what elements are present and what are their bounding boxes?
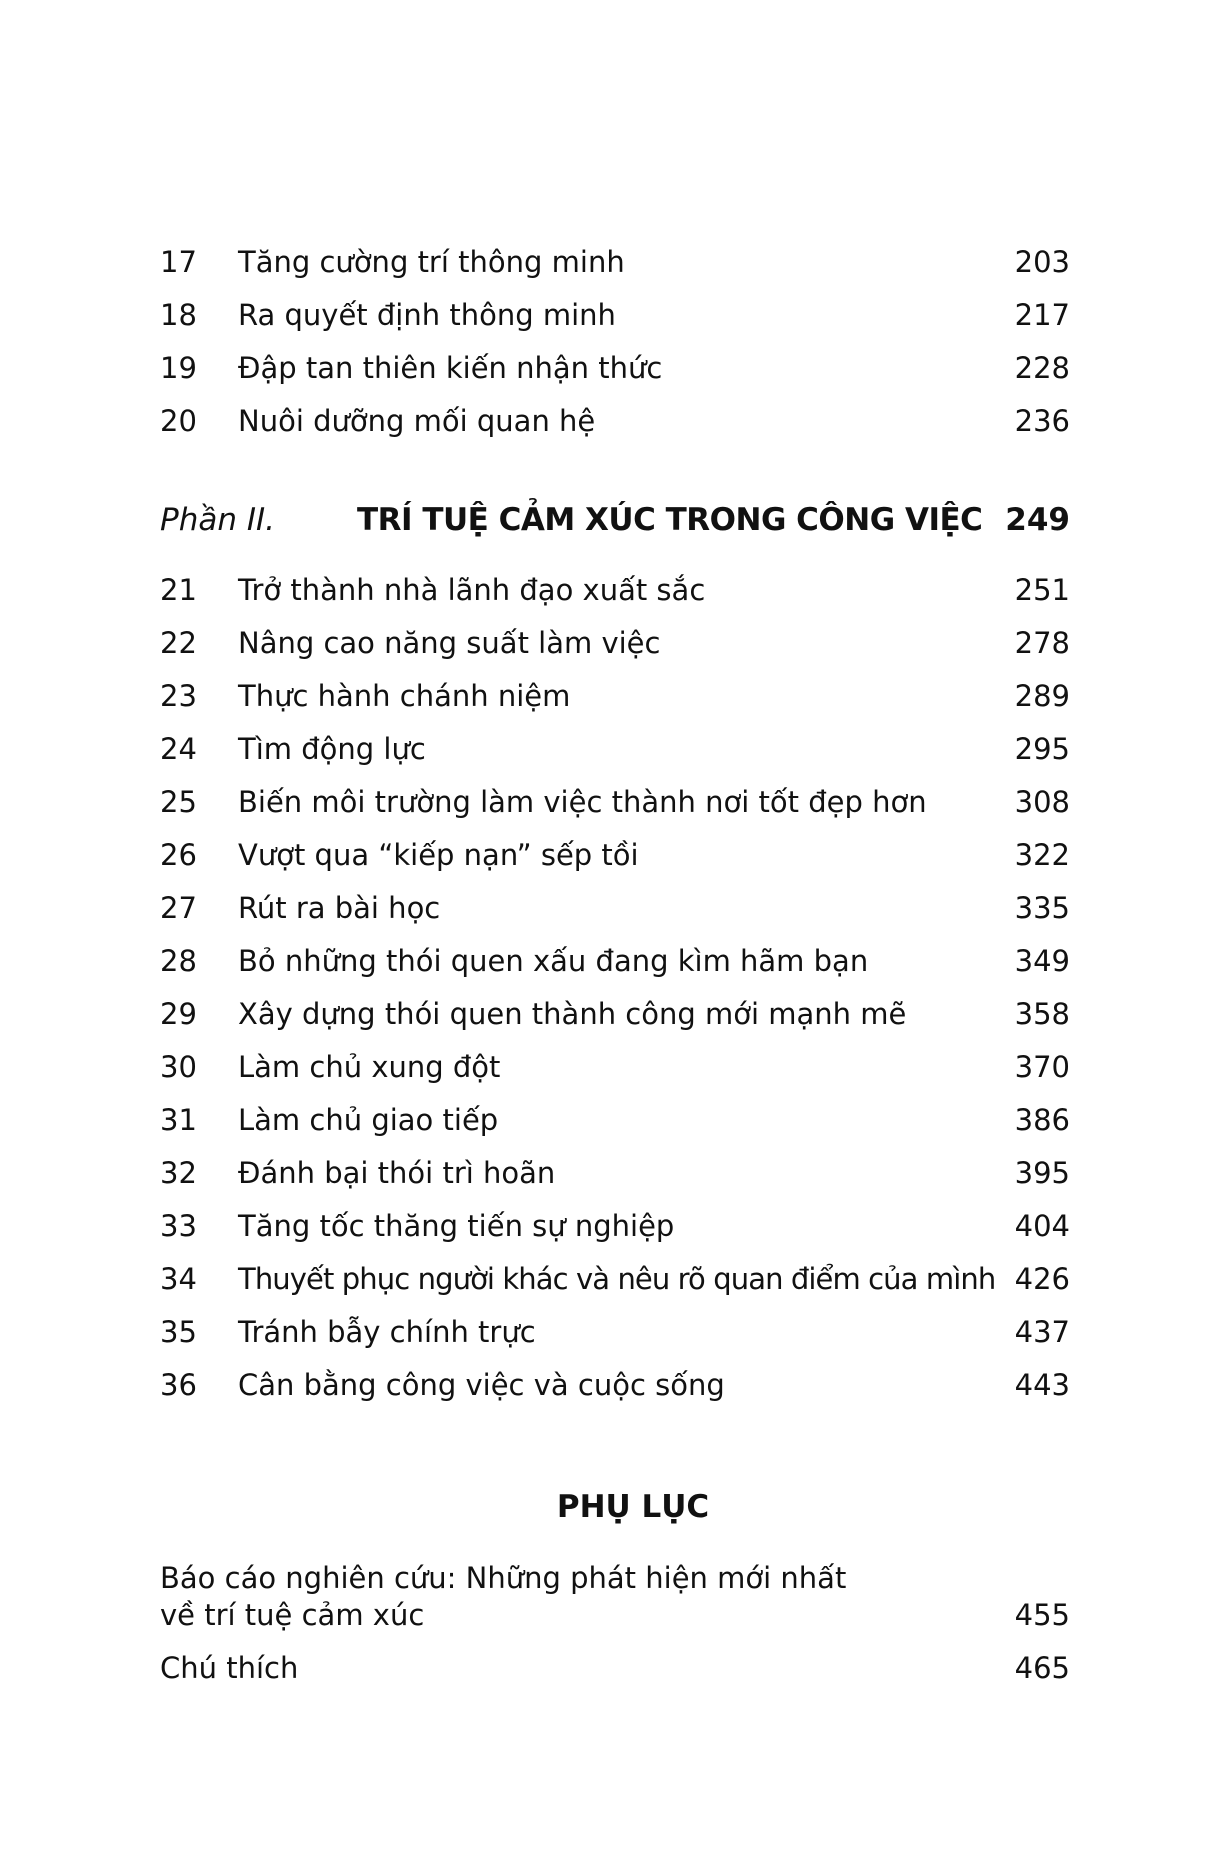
- chapter-title: Thuyết phục người khác và nêu rõ quan điểm của mình: [238, 1262, 996, 1296]
- chapter-title: Cân bằng công việc và cuộc sống: [238, 1368, 725, 1402]
- toc-entry-36: [160, 1359, 1070, 1412]
- chapter-number: 36: [160, 1368, 197, 1402]
- chapter-number: 30: [160, 1050, 197, 1084]
- appendix-title: Chú thích: [160, 1651, 299, 1685]
- toc-entry-19: [160, 342, 1070, 395]
- chapter-title: Thực hành chánh niệm: [238, 679, 571, 713]
- appendix-title-line-2: về trí tuệ cảm xúc: [160, 1598, 425, 1632]
- page-number: 217: [1014, 298, 1070, 332]
- part-title: TRÍ TUỆ CẢM XÚC TRONG CÔNG VIỆC: [357, 502, 983, 538]
- toc-entry-22: [160, 617, 1070, 670]
- chapter-number: 33: [160, 1209, 197, 1243]
- page-number: 370: [1014, 1050, 1070, 1084]
- chapter-number: 26: [160, 838, 197, 872]
- page-number: 203: [1014, 245, 1070, 279]
- toc-entry-24: [160, 723, 1070, 776]
- page-number: 236: [1014, 404, 1070, 438]
- toc-entry-35: [160, 1306, 1070, 1359]
- page-number: 289: [1014, 679, 1070, 713]
- page-number: 308: [1014, 785, 1070, 819]
- toc-entry-26: [160, 829, 1070, 882]
- page-number: 228: [1014, 351, 1070, 385]
- part-label: Phần II.: [160, 502, 275, 538]
- chapter-number: 24: [160, 732, 197, 766]
- page-number: 426: [1014, 1262, 1070, 1296]
- chapter-number: 22: [160, 626, 197, 660]
- chapter-number: 32: [160, 1156, 197, 1190]
- chapter-number: 31: [160, 1103, 197, 1137]
- chapter-title: Biến môi trường làm việc thành nơi tốt đẹp hơn: [238, 785, 927, 819]
- chapter-title: Đánh bại thói trì hoãn: [238, 1156, 556, 1190]
- appendix-entry-notes: [160, 1650, 1070, 1687]
- page-number: 349: [1014, 944, 1070, 978]
- toc-entry-17: [160, 236, 1070, 289]
- toc-entry-23: [160, 670, 1070, 723]
- page-number: 386: [1014, 1103, 1070, 1137]
- page-number: 443: [1014, 1368, 1070, 1402]
- chapter-title: Tăng cường trí thông minh: [238, 245, 625, 279]
- chapter-title: Đập tan thiên kiến nhận thức: [238, 351, 663, 385]
- chapter-title: Trở thành nhà lãnh đạo xuất sắc: [238, 573, 706, 607]
- toc-entry-28: [160, 935, 1070, 988]
- toc-entry-27: [160, 882, 1070, 935]
- toc-entry-34: [160, 1253, 1070, 1306]
- toc-entry-33: [160, 1200, 1070, 1253]
- chapter-title: Tránh bẫy chính trực: [238, 1315, 536, 1349]
- chapter-title: Tăng tốc thăng tiến sự nghiệp: [238, 1209, 675, 1243]
- appendix-entry-research-report: [160, 1560, 1070, 1634]
- toc-entry-30: [160, 1041, 1070, 1094]
- chapter-title: Ra quyết định thông minh: [238, 298, 616, 332]
- chapter-title: Rút ra bài học: [238, 891, 441, 925]
- chapter-number: 17: [160, 245, 197, 279]
- chapter-title: Vượt qua “kiếp nạn” sếp tồi: [238, 838, 639, 872]
- page-number: 322: [1014, 838, 1070, 872]
- chapter-number: 27: [160, 891, 197, 925]
- chapter-title: Làm chủ xung đột: [238, 1050, 501, 1084]
- table-of-contents: [160, 236, 1070, 1687]
- toc-entry-31: [160, 1094, 1070, 1147]
- page-number: 278: [1014, 626, 1070, 660]
- chapter-number: 28: [160, 944, 197, 978]
- page-number: 404: [1014, 1209, 1070, 1243]
- chapter-number: 18: [160, 298, 197, 332]
- part-page-number: 249: [1005, 502, 1070, 538]
- toc-entry-32: [160, 1147, 1070, 1200]
- chapter-title: Bỏ những thói quen xấu đang kìm hãm bạn: [238, 944, 869, 978]
- chapter-title: Nuôi dưỡng mối quan hệ: [238, 404, 596, 438]
- chapter-number: 23: [160, 679, 197, 713]
- page-number: 358: [1014, 997, 1070, 1031]
- chapter-number: 29: [160, 997, 197, 1031]
- chapter-title: Làm chủ giao tiếp: [238, 1103, 499, 1137]
- chapter-number: 21: [160, 573, 197, 607]
- chapter-number: 34: [160, 1262, 197, 1296]
- page-number: 295: [1014, 732, 1070, 766]
- chapter-title: Nâng cao năng suất làm việc: [238, 626, 661, 660]
- chapter-number: 19: [160, 351, 197, 385]
- chapter-number: 20: [160, 404, 197, 438]
- appendix-heading: PHỤ LỤC: [556, 1489, 710, 1525]
- chapter-title: Xây dựng thói quen thành công mới mạnh mẽ: [238, 997, 907, 1031]
- chapter-number: 35: [160, 1315, 197, 1349]
- toc-entry-29: [160, 988, 1070, 1041]
- page-number: 465: [1014, 1651, 1070, 1685]
- page-number: 455: [1014, 1598, 1070, 1632]
- toc-entry-21: [160, 564, 1070, 617]
- toc-entry-20: [160, 395, 1070, 448]
- appendix-title-line-1: Báo cáo nghiên cứu: Những phát hiện mới nhất: [160, 1561, 847, 1595]
- page-number: 335: [1014, 891, 1070, 925]
- chapter-number: 25: [160, 785, 197, 819]
- page-number: 437: [1014, 1315, 1070, 1349]
- toc-entry-25: [160, 776, 1070, 829]
- toc-entry-18: [160, 289, 1070, 342]
- part-heading: [160, 490, 1070, 550]
- page-number: 251: [1014, 573, 1070, 607]
- page-number: 395: [1014, 1156, 1070, 1190]
- chapter-title: Tìm động lực: [238, 732, 426, 766]
